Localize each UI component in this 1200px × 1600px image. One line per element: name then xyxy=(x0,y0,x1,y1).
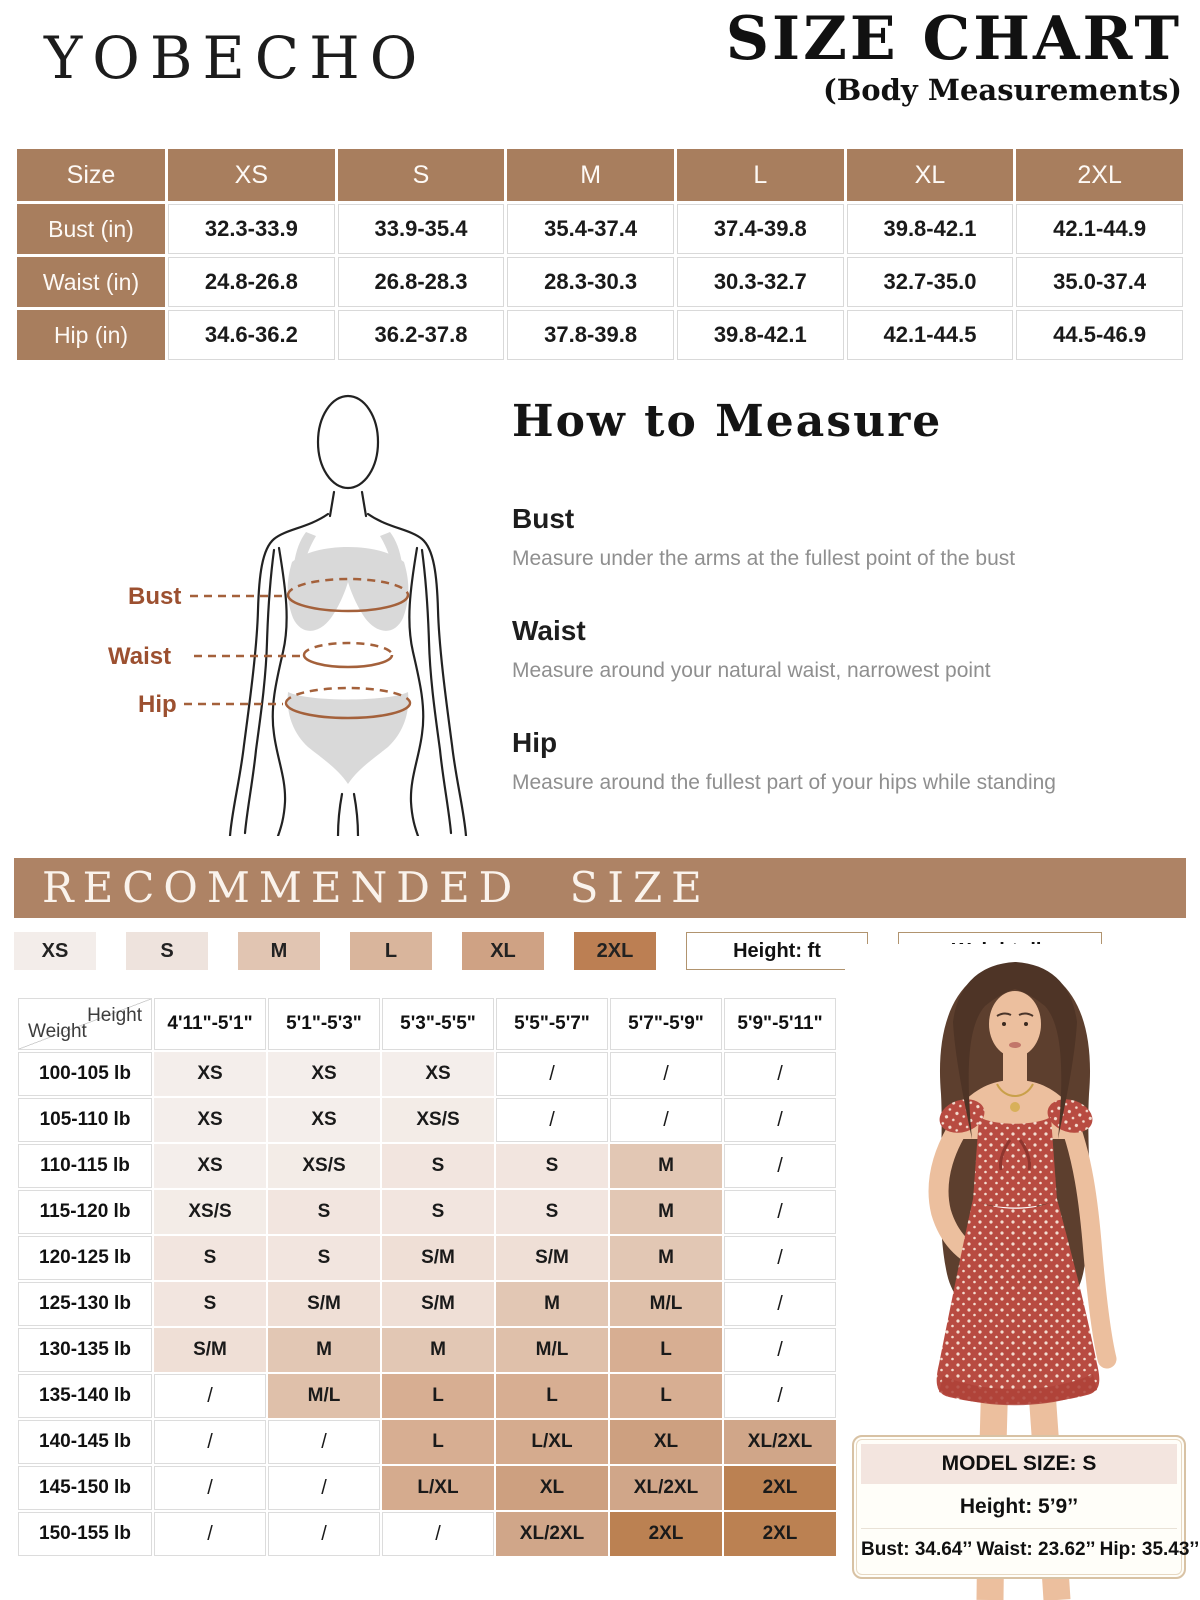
weight-row-label: 110-115 lb xyxy=(18,1144,152,1188)
recommended-size-cell: L xyxy=(610,1328,722,1372)
measurement-value-cell: 30.3-32.7 xyxy=(677,257,844,307)
page-title-block xyxy=(725,4,1182,107)
recommended-size-cell: / xyxy=(154,1512,266,1556)
recommended-size-cell: XS/S xyxy=(382,1098,494,1142)
recommended-size-cell: XL xyxy=(496,1466,608,1510)
recommended-size-cell: / xyxy=(724,1190,836,1234)
measurement-value-cell: 33.9-35.4 xyxy=(338,204,505,254)
measurement-value-cell: 44.5-46.9 xyxy=(1016,310,1183,360)
height-weight-corner-cell xyxy=(18,998,152,1050)
diagram-hip-label: Hip xyxy=(138,691,177,718)
legend-swatch-xs: XS xyxy=(14,932,96,970)
height-column-header: 5'7"-5'9" xyxy=(610,998,722,1050)
weight-row-label: 125-130 lb xyxy=(18,1282,152,1326)
recommended-size-cell: S xyxy=(382,1190,494,1234)
recommended-size-cell: / xyxy=(610,1098,722,1142)
recommended-size-cell: S/M xyxy=(154,1328,266,1372)
weight-row-label: 130-135 lb xyxy=(18,1328,152,1372)
body-measurements-table xyxy=(14,146,1186,363)
model-measurements: Bust: 34.64’’ Waist: 23.62’’ Hip: 35.43’’ xyxy=(861,1539,1200,1560)
measurement-value-cell: 24.8-26.8 xyxy=(168,257,335,307)
weight-row xyxy=(18,1282,836,1326)
legend-swatch-m: M xyxy=(238,932,320,970)
measurement-value-cell: 32.3-33.9 xyxy=(168,204,335,254)
measurement-value-cell: 35.0-37.4 xyxy=(1016,257,1183,307)
recommended-size-cell: S xyxy=(268,1236,380,1280)
recommended-size-cell: S/M xyxy=(382,1236,494,1280)
weight-row xyxy=(18,1420,836,1464)
recommended-size-cell: S xyxy=(154,1282,266,1326)
recommended-size-cell: M/L xyxy=(268,1374,380,1418)
recommended-size-cell: L xyxy=(382,1420,494,1464)
size-column-header: XS xyxy=(168,149,335,201)
recommended-size-cell: XS xyxy=(154,1052,266,1096)
measurement-row-label: Bust (in) xyxy=(17,204,165,254)
recommended-size-cell: M xyxy=(610,1190,722,1234)
weight-row xyxy=(18,1512,836,1556)
measure-section-waist xyxy=(512,615,1188,683)
size-column-header: 2XL xyxy=(1016,149,1183,201)
weight-row-label: 115-120 lb xyxy=(18,1190,152,1234)
measurement-value-cell: 42.1-44.9 xyxy=(1016,204,1183,254)
legend-swatch-s: S xyxy=(126,932,208,970)
measurement-value-cell: 26.8-28.3 xyxy=(338,257,505,307)
weight-row xyxy=(18,1052,836,1096)
recommended-size-cell: / xyxy=(724,1144,836,1188)
brand-logo: YOBECHO xyxy=(44,24,428,92)
measurement-value-cell: 37.8-39.8 xyxy=(507,310,674,360)
corner-height-label: Height xyxy=(87,1005,142,1026)
recommended-size-banner: RECOMMENDED SIZE xyxy=(14,858,1186,918)
recommended-size-cell: XL/2XL xyxy=(496,1512,608,1556)
recommended-size-cell: XS xyxy=(154,1144,266,1188)
recommended-size-cell: L/XL xyxy=(382,1466,494,1510)
recommended-size-cell: / xyxy=(268,1420,380,1464)
recommended-size-cell: / xyxy=(724,1374,836,1418)
diagram-waist-label: Waist xyxy=(108,643,172,670)
page-title: SIZE CHART xyxy=(725,4,1182,74)
weight-row-label: 150-155 lb xyxy=(18,1512,152,1556)
diagram-bust-label: Bust xyxy=(128,583,182,610)
weight-row-label: 100-105 lb xyxy=(18,1052,152,1096)
bust-description: Measure under the arms at the fullest point of the bust xyxy=(512,547,1016,570)
recommended-size-cell: M xyxy=(382,1328,494,1372)
recommended-size-cell: / xyxy=(724,1282,836,1326)
height-column-header: 4'11"-5'1" xyxy=(154,998,266,1050)
waist-heading: Waist xyxy=(512,615,586,646)
weight-row-label: 145-150 lb xyxy=(18,1466,152,1510)
recommended-size-cell: L xyxy=(382,1374,494,1418)
weight-row xyxy=(18,1328,836,1372)
recommended-size-cell: XS xyxy=(268,1052,380,1096)
height-unit-box: Height: ft xyxy=(686,932,868,970)
recommended-size-cell: L xyxy=(496,1374,608,1418)
recommended-size-cell: S xyxy=(154,1236,266,1280)
weight-row xyxy=(18,1374,836,1418)
recommended-size-cell: / xyxy=(724,1236,836,1280)
measurement-row xyxy=(17,257,1183,307)
recommended-size-cell: S/M xyxy=(496,1236,608,1280)
height-column-header: 5'1"-5'3" xyxy=(268,998,380,1050)
model-size-label: MODEL SIZE: S xyxy=(861,1444,1177,1484)
recommended-size-cell: 2XL xyxy=(610,1512,722,1556)
recommended-size-cell: / xyxy=(154,1420,266,1464)
recommended-size-cell: 2XL xyxy=(724,1466,836,1510)
weight-row-label: 135-140 lb xyxy=(18,1374,152,1418)
recommended-size-cell: XL/2XL xyxy=(724,1420,836,1464)
legend-swatch-l: L xyxy=(350,932,432,970)
legend-swatch-xl: XL xyxy=(462,932,544,970)
size-column-header: M xyxy=(507,149,674,201)
recommended-size-cell: L/XL xyxy=(496,1420,608,1464)
recommended-size-cell: S xyxy=(496,1144,608,1188)
recommended-size-cell: M xyxy=(610,1144,722,1188)
recommended-size-cell: / xyxy=(610,1052,722,1096)
weight-row xyxy=(18,1466,836,1510)
measurement-row xyxy=(17,310,1183,360)
recommended-size-cell: 2XL xyxy=(724,1512,836,1556)
recommended-size-cell: / xyxy=(724,1328,836,1372)
legend-swatch-2xl: 2XL xyxy=(574,932,656,970)
measurement-row-label: Hip (in) xyxy=(17,310,165,360)
measurement-value-cell: 37.4-39.8 xyxy=(677,204,844,254)
figure-head xyxy=(318,396,378,488)
measurement-row xyxy=(17,204,1183,254)
recommended-size-cell: M/L xyxy=(610,1282,722,1326)
weight-row xyxy=(18,1236,836,1280)
model-dress-bodice xyxy=(973,1117,1057,1208)
recommended-size-cell: / xyxy=(724,1098,836,1142)
weight-row-label: 140-145 lb xyxy=(18,1420,152,1464)
size-column-header: S xyxy=(338,149,505,201)
weight-row xyxy=(18,1098,836,1142)
recommended-size-cell: / xyxy=(496,1098,608,1142)
recommended-size-cell: / xyxy=(724,1052,836,1096)
recommended-size-cell: L xyxy=(610,1374,722,1418)
recommended-size-cell: S xyxy=(268,1190,380,1234)
recommended-size-cell: XS xyxy=(382,1052,494,1096)
recommended-size-cell: / xyxy=(154,1374,266,1418)
hip-description: Measure around the fullest part of your hips while standing xyxy=(512,771,1056,794)
measurement-value-cell: 39.8-42.1 xyxy=(677,310,844,360)
corner-weight-label: Weight xyxy=(28,1021,87,1042)
recommended-size-cell: / xyxy=(268,1466,380,1510)
recommended-size-cell: M xyxy=(496,1282,608,1326)
hip-heading: Hip xyxy=(512,727,558,758)
recommended-size-cell: / xyxy=(154,1466,266,1510)
recommended-size-cell: / xyxy=(268,1512,380,1556)
measurement-value-cell: 28.3-30.3 xyxy=(507,257,674,307)
recommended-size-cell: S/M xyxy=(268,1282,380,1326)
weight-row xyxy=(18,1144,836,1188)
page-subtitle: (Body Measurements) xyxy=(823,73,1182,107)
model-info-box xyxy=(852,1435,1200,1579)
recommended-size-cell: XS xyxy=(154,1098,266,1142)
model-photo-area xyxy=(845,944,1200,1600)
weight-row xyxy=(18,1190,836,1234)
how-to-measure-section xyxy=(512,396,1188,839)
recommended-size-cell: M/L xyxy=(496,1328,608,1372)
model-height: Height: 5’9’’ xyxy=(861,1484,1177,1529)
height-column-header: 5'5"-5'7" xyxy=(496,998,608,1050)
body-measure-diagram xyxy=(80,390,500,836)
recommended-size-cell: XS xyxy=(268,1098,380,1142)
recommended-size-cell: S xyxy=(382,1144,494,1188)
bust-heading: Bust xyxy=(512,503,575,534)
height-column-header: 5'3"-5'5" xyxy=(382,998,494,1050)
recommended-size-cell: M xyxy=(268,1328,380,1372)
measurement-value-cell: 32.7-35.0 xyxy=(847,257,1014,307)
waist-description: Measure around your natural waist, narrowest point xyxy=(512,659,991,682)
recommended-size-cell: XS/S xyxy=(154,1190,266,1234)
measure-section-bust xyxy=(512,503,1188,571)
recommended-size-cell: M xyxy=(610,1236,722,1280)
measurement-value-cell: 35.4-37.4 xyxy=(507,204,674,254)
size-column-header: L xyxy=(677,149,844,201)
measurement-value-cell: 42.1-44.5 xyxy=(847,310,1014,360)
size-header-cell: Size xyxy=(17,149,165,201)
recommended-size-cell: XL xyxy=(610,1420,722,1464)
weight-row-label: 105-110 lb xyxy=(18,1098,152,1142)
measurement-value-cell: 34.6-36.2 xyxy=(168,310,335,360)
recommended-size-cell: S xyxy=(496,1190,608,1234)
recommended-size-table xyxy=(16,996,838,1558)
recommended-size-cell: S/M xyxy=(382,1282,494,1326)
measurement-value-cell: 39.8-42.1 xyxy=(847,204,1014,254)
recommended-size-cell: / xyxy=(496,1052,608,1096)
how-to-measure-title: How to Measure xyxy=(512,396,943,447)
recommended-size-cell: XS/S xyxy=(268,1144,380,1188)
size-column-header: XL xyxy=(847,149,1014,201)
height-column-header: 5'9"-5'11" xyxy=(724,998,836,1050)
measurement-row-label: Waist (in) xyxy=(17,257,165,307)
measurement-value-cell: 36.2-37.8 xyxy=(338,310,505,360)
recommended-size-cell: XL/2XL xyxy=(610,1466,722,1510)
recommended-size-cell: / xyxy=(382,1512,494,1556)
weight-row-label: 120-125 lb xyxy=(18,1236,152,1280)
measure-section-hip xyxy=(512,727,1188,795)
